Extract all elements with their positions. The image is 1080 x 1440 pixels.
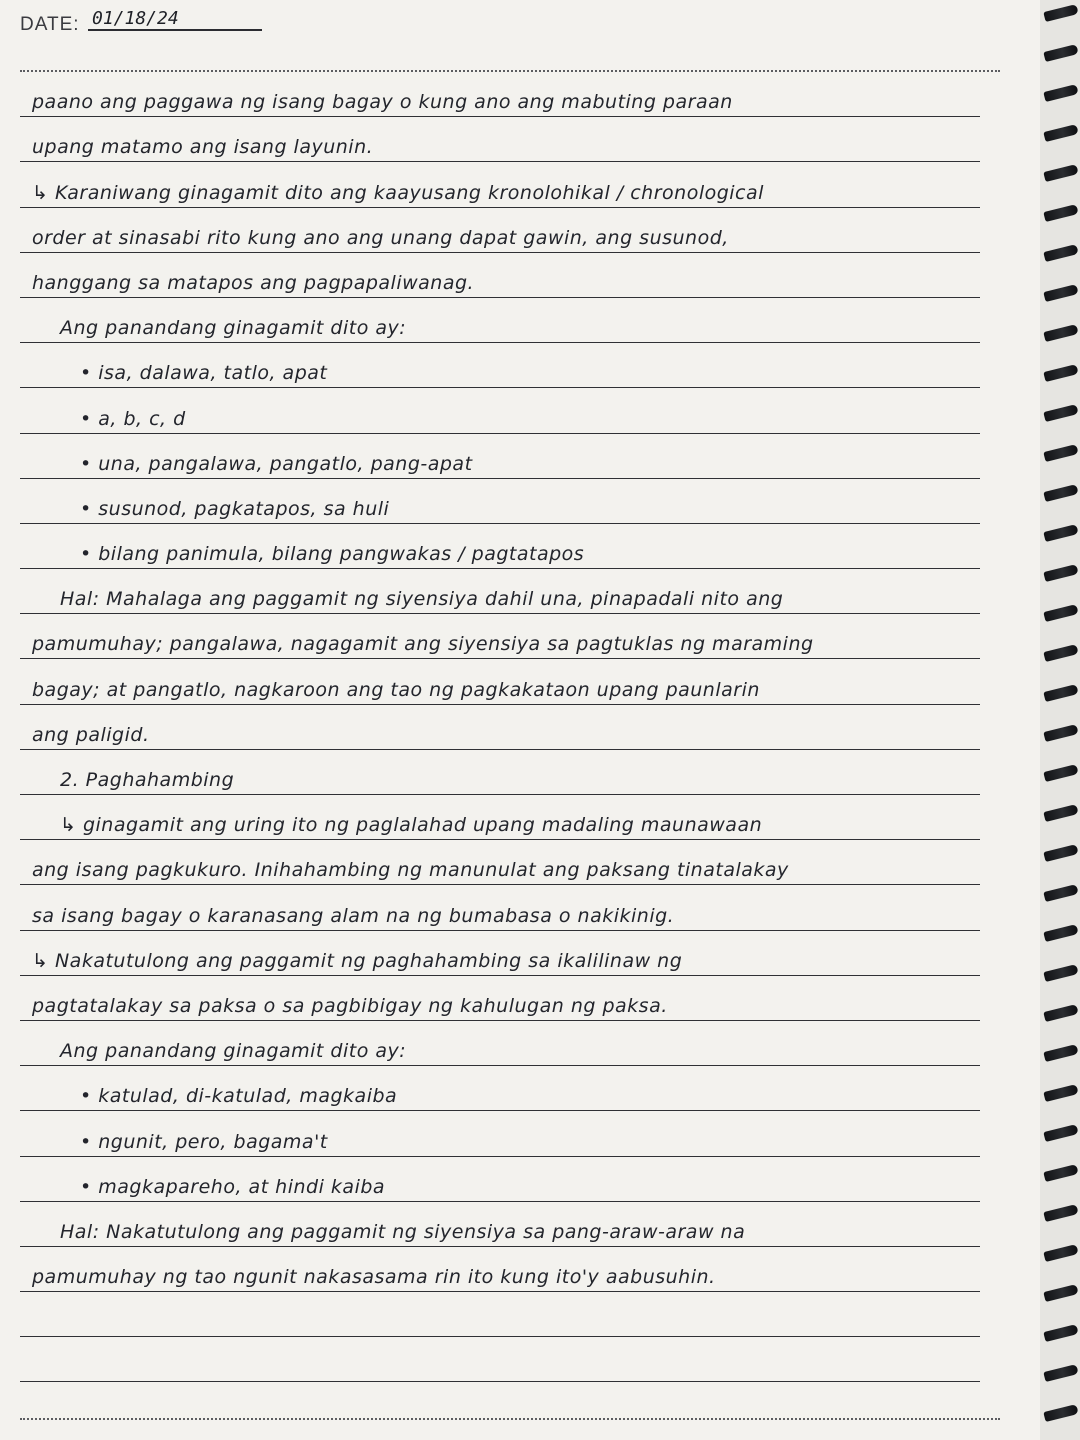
note-line-text: Ang panandang ginagamit dito ay: xyxy=(60,1040,407,1063)
date-value: 01/18/24 xyxy=(88,8,262,31)
note-line xyxy=(20,1066,980,1111)
spiral-coil xyxy=(1043,844,1078,862)
note-line xyxy=(20,569,980,614)
note-line-text: pagtatalakay sa paksa o sa pagbibigay ng kahulugan ng paksa. xyxy=(32,994,668,1017)
note-line-text: • una, pangalawa, pangatlo, pang-apat xyxy=(80,452,473,475)
note-line xyxy=(20,343,980,388)
spiral-coil xyxy=(1043,1124,1078,1142)
spiral-coil xyxy=(1043,1084,1078,1102)
note-line-text: • susunod, pagkatapos, sa huli xyxy=(80,497,390,520)
spiral-coil xyxy=(1043,604,1078,622)
spiral-coil xyxy=(1043,404,1078,422)
spiral-coil xyxy=(1043,1284,1078,1302)
note-line xyxy=(20,931,980,976)
note-line-text: pamumuhay; pangalawa, nagagamit ang siyensiya sa pagtuklas ng maraming xyxy=(32,633,814,656)
note-lines xyxy=(20,72,980,1382)
note-line-text: • katulad, di-katulad, magkaiba xyxy=(80,1085,398,1108)
spiral-coil xyxy=(1043,724,1078,742)
note-line-text: ↳ ginagamit ang uring ito ng paglalahad upang madaling maunawaan xyxy=(60,814,763,837)
note-line-text: Ang panandang ginagamit dito ay: xyxy=(60,317,407,340)
note-line xyxy=(20,208,980,253)
note-line-text: pamumuhay ng tao ngunit nakasasama rin ito kung ito'y aabusuhin. xyxy=(32,1266,716,1289)
spiral-coil xyxy=(1043,684,1078,702)
spiral-coil xyxy=(1043,204,1078,222)
spiral-coil xyxy=(1043,44,1078,62)
note-line xyxy=(20,705,980,750)
note-line xyxy=(20,1202,980,1247)
spiral-coil xyxy=(1043,84,1078,102)
spiral-coil xyxy=(1043,1404,1078,1422)
note-line xyxy=(20,72,980,117)
spiral-coil xyxy=(1043,964,1078,982)
note-line-text: ang paligid. xyxy=(32,723,150,746)
note-line-text: hanggang sa matapos ang pagpapaliwanag. xyxy=(32,271,475,294)
note-line xyxy=(20,117,980,162)
note-line xyxy=(20,614,980,659)
spiral-coil xyxy=(1043,1044,1078,1062)
note-line-text: order at sinasabi rito kung ano ang unang dapat gawin, ang susunod, xyxy=(32,226,729,249)
spiral-coil xyxy=(1043,564,1078,582)
note-line xyxy=(20,1292,980,1337)
note-line xyxy=(20,885,980,930)
note-line-text: Hal: Nakatutulong ang paggamit ng siyensiya sa pang-araw-araw na xyxy=(60,1220,746,1243)
note-line-text: • ngunit, pero, bagama't xyxy=(80,1130,328,1153)
note-line xyxy=(20,434,980,479)
note-line-text: paano ang paggawa ng isang bagay o kung ano ang mabuting paraan xyxy=(32,91,733,114)
spiral-coil xyxy=(1043,244,1078,262)
date-label: DATE: xyxy=(20,14,80,35)
spiral-coil xyxy=(1043,524,1078,542)
spiral-coil xyxy=(1043,804,1078,822)
bottom-dotted-rule xyxy=(20,1418,1000,1420)
spiral-coil xyxy=(1043,4,1078,22)
note-line-text: • magkapareho, at hindi kaiba xyxy=(80,1175,386,1198)
note-line xyxy=(20,750,980,795)
note-line xyxy=(20,1021,980,1066)
note-line-text: sa isang bagay o karanasang alam na ng bumabasa o nakikinig. xyxy=(32,904,675,927)
spiral-coil xyxy=(1043,1204,1078,1222)
note-line-text: upang matamo ang isang layunin. xyxy=(32,136,374,159)
spiral-coil xyxy=(1043,1244,1078,1262)
note-line xyxy=(20,524,980,569)
note-line-text: ang isang pagkukuro. Inihahambing ng manunulat ang paksang tinatalakay xyxy=(32,859,789,882)
note-line-text: bagay; at pangatlo, nagkaroon ang tao ng pagkakataon upang paunlarin xyxy=(32,678,760,701)
note-line xyxy=(20,795,980,840)
note-line xyxy=(20,253,980,298)
spiral-coil xyxy=(1043,324,1078,342)
spiral-coil xyxy=(1043,1004,1078,1022)
note-line xyxy=(20,298,980,343)
spiral-coil xyxy=(1043,1324,1078,1342)
note-line-text: Hal: Mahalaga ang paggamit ng siyensiya dahil una, pinapadali nito ang xyxy=(60,588,784,611)
note-line xyxy=(20,162,980,207)
note-line xyxy=(20,1337,980,1382)
spiral-coil xyxy=(1043,924,1078,942)
note-line xyxy=(20,1157,980,1202)
note-line-text: ↳ Karaniwang ginagamit dito ang kaayusang kronolohikal / chronological xyxy=(32,181,764,204)
spiral-coil xyxy=(1043,484,1078,502)
spiral-coil xyxy=(1043,284,1078,302)
spiral-coil xyxy=(1043,364,1078,382)
note-line-text: • a, b, c, d xyxy=(80,407,186,430)
note-line xyxy=(20,840,980,885)
note-line-text: • bilang panimula, bilang pangwakas / pagtatapos xyxy=(80,543,585,566)
note-line xyxy=(20,1247,980,1292)
spiral-coil xyxy=(1043,1364,1078,1382)
note-line-text: 2. Paghahambing xyxy=(60,769,235,791)
spiral-coil xyxy=(1043,644,1078,662)
note-line-text: ↳ Nakatutulong ang paggamit ng paghahambing sa ikalilinaw ng xyxy=(32,949,683,972)
spiral-coil xyxy=(1043,1164,1078,1182)
spiral-coil xyxy=(1043,764,1078,782)
spiral-coil xyxy=(1043,164,1078,182)
spiral-coil xyxy=(1043,124,1078,142)
note-line xyxy=(20,976,980,1021)
note-line xyxy=(20,388,980,433)
note-line xyxy=(20,1111,980,1156)
spiral-binding xyxy=(1040,0,1080,1440)
spiral-coil xyxy=(1043,884,1078,902)
note-line xyxy=(20,659,980,704)
note-line xyxy=(20,479,980,524)
note-line-text: • isa, dalawa, tatlo, apat xyxy=(80,362,328,385)
spiral-coil xyxy=(1043,444,1078,462)
